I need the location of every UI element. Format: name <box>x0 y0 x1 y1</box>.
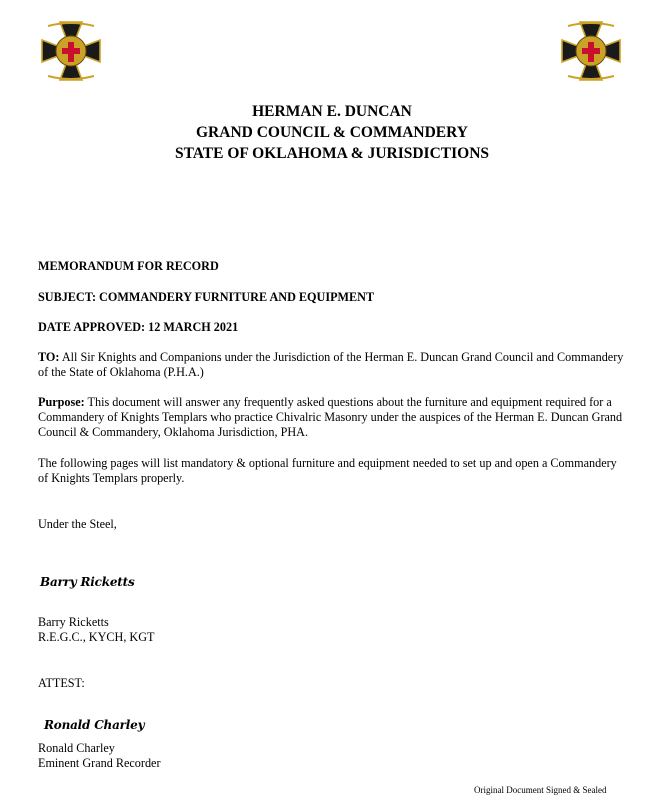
signature-ronald-charley: Ronald Charley <box>44 718 145 732</box>
memo-to-text: All Sir Knights and Companions under the Jurisdiction of the Herman E. Duncan Grand Council and Commandery of the State of Oklahoma (P.H.A.) <box>38 350 624 379</box>
signer1-name: Barry Ricketts <box>38 615 109 629</box>
memo-purpose-text: This document will answer any frequently asked questions about the furniture and equipment required for a Commandery of Knights Templars who practice Chivalric Masonry under the auspices of the Herman E. Duncan Grand Council & Commandery, Oklahoma Jurisdiction, PHA. <box>38 395 623 439</box>
memo-purpose-paragraph <box>38 395 628 440</box>
templar-emblem-right-icon <box>558 18 624 84</box>
attest-label: ATTEST: <box>38 676 85 690</box>
letterhead <box>0 101 664 164</box>
letterhead-line-1: HERMAN E. DUNCAN <box>252 103 412 120</box>
signer1-title: R.E.G.C., KYCH, KGT <box>38 630 155 644</box>
signer2-title: Eminent Grand Recorder <box>38 756 161 770</box>
letterhead-line-3: STATE OF OKLAHOMA & JURISDICTIONS <box>174 145 490 162</box>
memo-heading: MEMORANDUM FOR RECORD <box>38 259 219 273</box>
memo-date: DATE APPROVED: 12 MARCH 2021 <box>38 320 239 334</box>
signature-barry-ricketts: Barry Ricketts <box>40 575 135 589</box>
memo-to-paragraph <box>38 350 628 380</box>
templar-emblem-left-icon <box>38 18 104 84</box>
memo-closing: Under the Steel, <box>38 517 117 531</box>
letterhead-line-2: GRAND COUNCIL & COMMANDERY <box>196 124 468 141</box>
memo-following-paragraph: The following pages will list mandatory & optional furniture and equipment needed to set up and open a Commandery of Knights Templars properly. <box>38 456 617 485</box>
signer2-name: Ronald Charley <box>38 741 115 755</box>
memo-to-label: TO: <box>38 350 60 364</box>
memo-purpose-label: Purpose: <box>38 395 85 409</box>
memo-subject: SUBJECT: COMMANDERY FURNITURE AND EQUIPMENT <box>38 290 375 304</box>
footer-note: Original Document Signed & Sealed <box>474 785 607 795</box>
